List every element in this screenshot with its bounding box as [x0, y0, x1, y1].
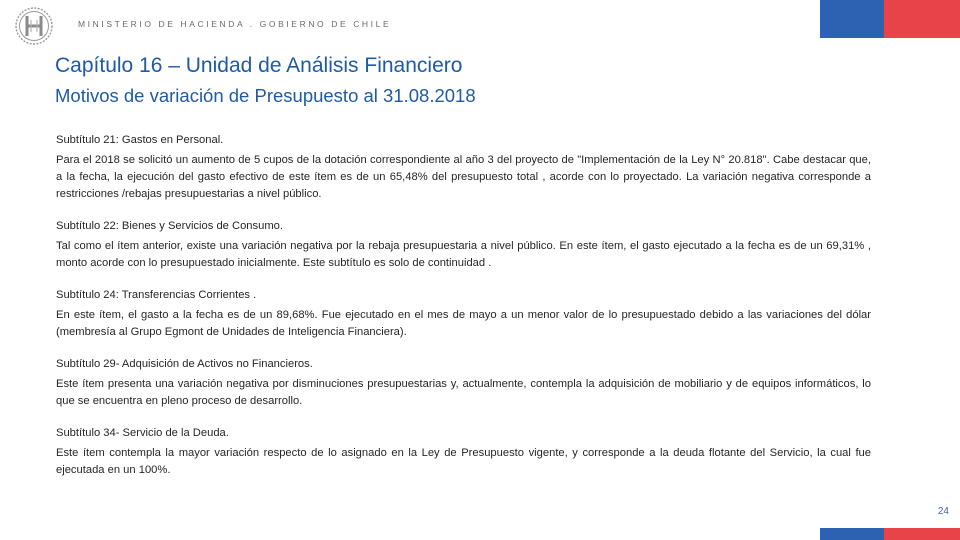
ministry-label: MINISTERIO DE HACIENDA . GOBIERNO DE CHILE [78, 19, 392, 29]
page-title: Capítulo 16 – Unidad de Análisis Financiero [55, 54, 463, 77]
section-heading: Subtítulo 21: Gastos en Personal. [56, 134, 224, 146]
section-body [56, 307, 871, 341]
section-heading: Subtítulo 34- Servicio de la Deuda. [56, 427, 229, 439]
section-heading: Subtítulo 22: Bienes y Servicios de Consumo. [56, 220, 283, 232]
flag-blue-block [820, 528, 884, 540]
page-number: 24 [937, 506, 949, 517]
section-subtitulo-29 [56, 356, 871, 410]
section-paragraph: Este ítem presenta una variación negativa por disminuciones presupuestarias y, actualmente, contempla la adquisición de mobiliario y de equipos informáticos, lo que se encuentra en pleno proceso de desarrollo. [56, 378, 871, 407]
section-subtitulo-24 [56, 287, 871, 341]
section-subtitulo-34 [56, 425, 871, 479]
ministry-seal-icon [14, 6, 54, 46]
section-paragraph: En este ítem, el gasto a la fecha es de un 89,68%. Fue ejecutado en el mes de mayo a un menor valor de lo presupuestado debido a las variaciones del dólar (membresía al Grupo Egmont de Unidades de Inteligencia Financiera). [56, 309, 871, 338]
section-body [56, 152, 871, 203]
section-body [56, 445, 871, 479]
page-subtitle: Motivos de variación de Presupuesto al 31.08.2018 [55, 85, 476, 106]
section-paragraph: Para el 2018 se solicitó un aumento de 5 cupos de la dotación correspondiente al año 3 del proyecto de "Implementación de la Ley N° 20.818". Cabe destacar que, a la fecha, la ejecución del gasto efectivo de este ítem es de un 65,48% del presupuesto total , acorde con lo proyectado. La variación negativa corresponde a restricciones /rebajas presupuestarias a nivel público. [56, 154, 871, 200]
content-body [56, 132, 871, 494]
section-heading: Subtítulo 29- Adquisición de Activos no Financieros. [56, 358, 313, 370]
section-body [56, 238, 871, 272]
flag-red-block [884, 528, 960, 540]
section-subtitulo-22 [56, 218, 871, 272]
section-paragraph: Este ítem contempla la mayor variación respecto de lo asignado en la Ley de Presupuesto vigente, y corresponde a la deuda flotante del Servicio, la cual fue ejecutada en un 100%. [56, 447, 871, 476]
section-paragraph: Tal como el ítem anterior, existe una variación negativa por la rebaja presupuestaria a nivel público. En este ítem, el gasto ejecutado a la fecha es de un 69,31% , monto acorde con lo presupuestado inicialmente. Este subtítulo es solo de continuidad . [56, 240, 871, 269]
section-body [56, 376, 871, 410]
flag-stripe-bottom [820, 528, 960, 540]
section-subtitulo-21 [56, 132, 871, 203]
flag-stripe-top [820, 0, 960, 38]
flag-blue-block [820, 0, 884, 38]
flag-red-block [884, 0, 960, 38]
section-heading: Subtítulo 24: Transferencias Corrientes . [56, 289, 257, 301]
